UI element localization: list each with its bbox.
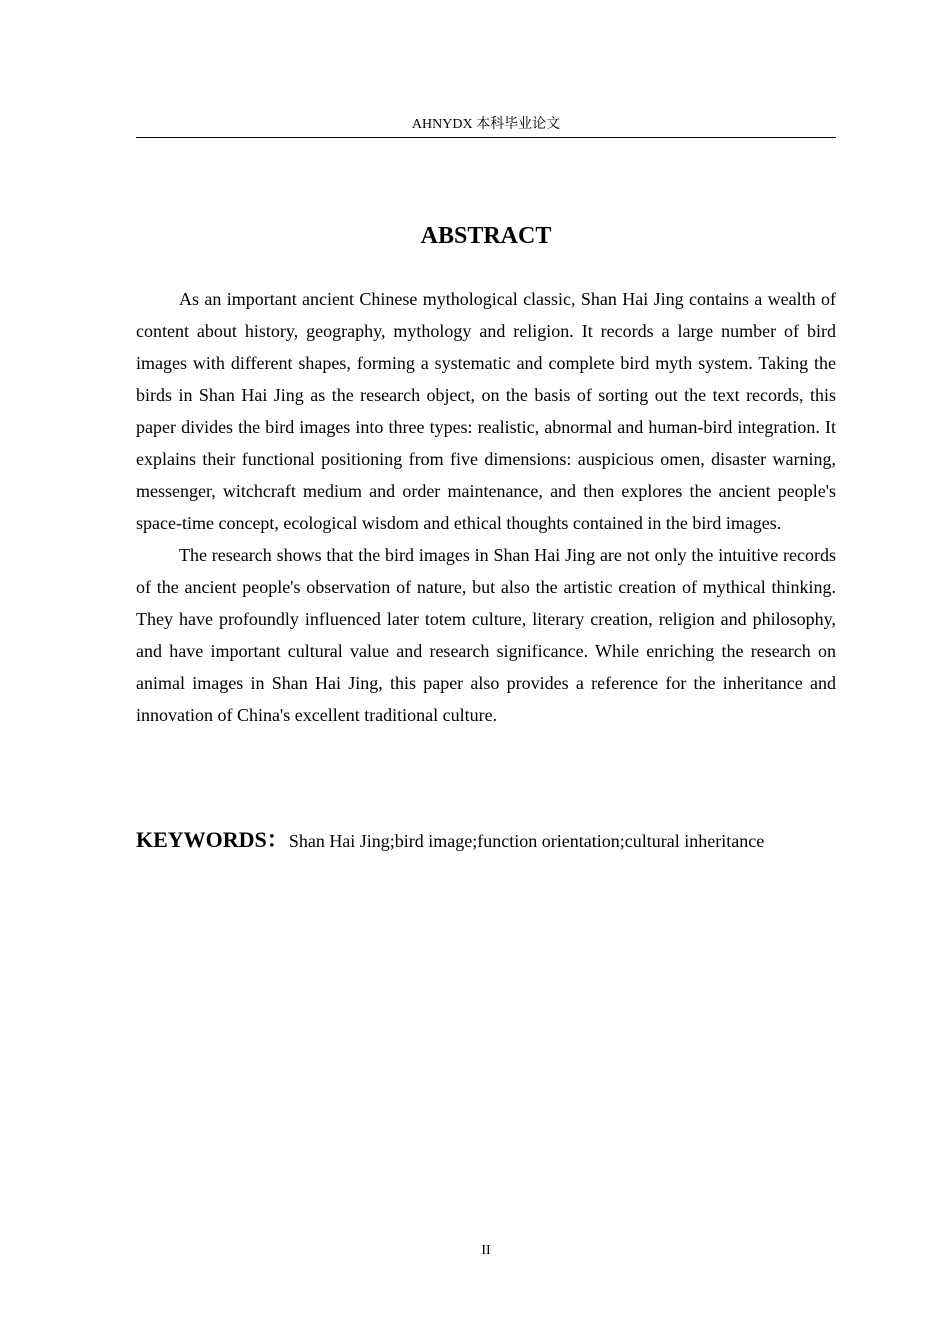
abstract-body	[136, 283, 836, 731]
abstract-title: ABSTRACT	[420, 223, 552, 249]
abstract-paragraph-1: As an important ancient Chinese mythological classic, Shan Hai Jing contains a wealth of content about history, geography, mythology and religion. It records a large number of bird images with different shapes, forming a systematic and complete bird myth system. Taking the birds in Shan Hai Jing as the research object, on the basis of sorting out the text records, this paper divides the bird images into three types: realistic, abnormal and human-bird integration. It explains their functional positioning from five dimensions: auspicious omen, disaster warning, messenger, witchcraft medium and order maintenance, and then explores the ancient people's space-time concept, ecological wisdom and ethical thoughts contained in the bird images.	[136, 289, 836, 533]
page-header: AHNYDX 本科毕业论文	[411, 117, 561, 132]
abstract-paragraph-2: The research shows that the bird images in Shan Hai Jing are not only the intuitive records of the ancient people's observation of nature, but also the artistic creation of mythical thinking. They have profoundly influenced later totem culture, literary creation, religion and philosophy, and have important cultural value and research significance. While enriching the research on animal images in Shan Hai Jing, this paper also provides a reference for the inheritance and innovation of China's excellent traditional culture.	[136, 545, 836, 725]
keywords-value: Shan Hai Jing;bird image;function orientation;cultural inheritance	[288, 831, 765, 851]
keywords-label: KEYWORDS：	[136, 827, 289, 852]
keywords-line	[136, 824, 836, 857]
header-rule	[136, 137, 836, 138]
page-number: II	[481, 1243, 491, 1258]
